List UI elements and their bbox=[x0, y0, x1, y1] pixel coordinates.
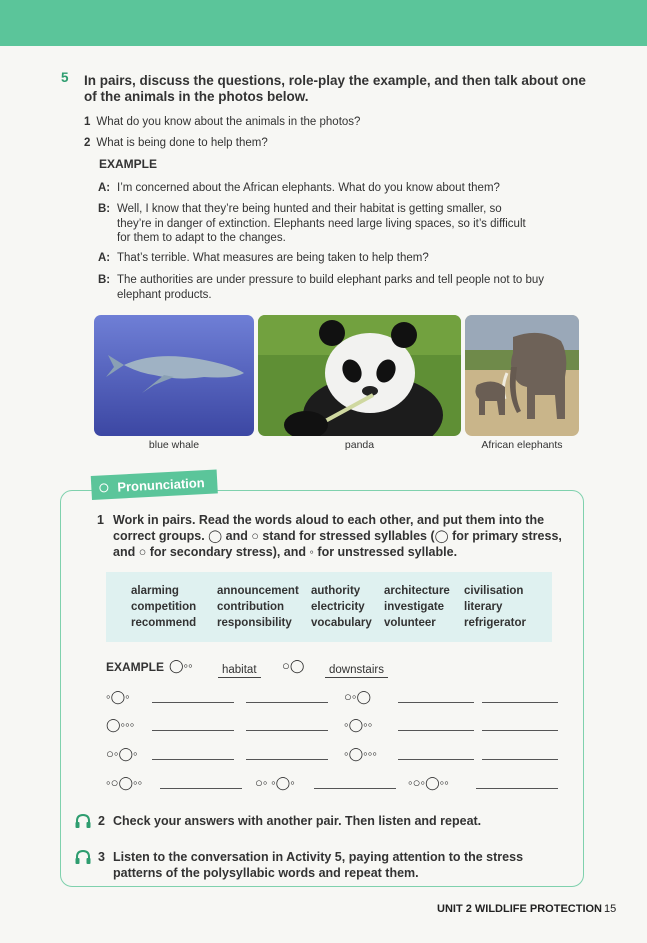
question-title-line-1: In pairs, discuss the questions, role-play the example, and then talk about one bbox=[84, 73, 586, 88]
word: vocabulary bbox=[311, 617, 372, 629]
answer-blank[interactable] bbox=[152, 702, 234, 703]
answer-blank[interactable] bbox=[482, 759, 558, 760]
dialogue-text: That’s terrible. What measures are being taken to help them? bbox=[117, 252, 429, 264]
answer-blank[interactable] bbox=[152, 759, 234, 760]
answer-blank[interactable] bbox=[314, 788, 396, 789]
speaker: A: bbox=[98, 252, 111, 264]
answer-blank[interactable] bbox=[398, 730, 474, 731]
dialogue-line-1 bbox=[98, 181, 598, 196]
dialogue-text: I’m concerned about the African elephants. What do you know about them? bbox=[117, 182, 500, 194]
caption-blue-whale: blue whale bbox=[148, 439, 200, 451]
word: alarming bbox=[131, 585, 179, 597]
item-text: What do you know about the animals in the photos? bbox=[96, 116, 361, 128]
question-item-1 bbox=[84, 116, 360, 128]
word: responsibility bbox=[217, 617, 292, 629]
speaker: B: bbox=[98, 203, 111, 215]
blue-whale-photo bbox=[94, 315, 254, 436]
elephants-photo bbox=[465, 315, 579, 436]
answer-blank[interactable] bbox=[246, 730, 328, 731]
item-text: What is being done to help them? bbox=[96, 137, 268, 149]
answer-blank[interactable] bbox=[160, 788, 242, 789]
word: volunteer bbox=[384, 617, 436, 629]
word: contribution bbox=[217, 601, 285, 613]
stress-pattern: ◦◯◦◦◦ bbox=[344, 746, 377, 761]
activity-1-line-3: and ○ for secondary stress), and ◦ for unstressed syllable. bbox=[113, 545, 458, 559]
word: announcement bbox=[217, 585, 299, 597]
word: architecture bbox=[384, 585, 450, 597]
caption-panda: panda bbox=[344, 439, 375, 451]
example-word-1 bbox=[218, 660, 261, 678]
dialogue-text: elephant products. bbox=[117, 288, 212, 301]
answer-blank[interactable] bbox=[476, 788, 558, 789]
answer-blank[interactable] bbox=[482, 730, 558, 731]
word: investigate bbox=[384, 601, 445, 613]
headphones-icon[interactable] bbox=[75, 850, 91, 864]
activity-2-number: 2 bbox=[98, 814, 105, 828]
activity-3-number: 3 bbox=[98, 850, 105, 864]
activity-2-text: Check your answers with another pair. Then listen and repeat. bbox=[113, 814, 482, 828]
example-label: EXAMPLE bbox=[106, 660, 165, 674]
activity-1-line-2: correct groups. ◯ and ○ stand for stressed syllables (◯ for primary stress, bbox=[113, 529, 562, 543]
dialogue-line-4 bbox=[98, 273, 608, 302]
question-title-line-2: of the animals in the photos below. bbox=[84, 89, 309, 104]
example-word-2 bbox=[325, 660, 388, 678]
answer-blank[interactable] bbox=[246, 702, 328, 703]
item-number: 2 bbox=[84, 137, 91, 149]
item-number: 1 bbox=[84, 116, 91, 128]
word: civilisation bbox=[464, 585, 524, 597]
word: refrigerator bbox=[464, 617, 526, 629]
activity-1-number: 1 bbox=[97, 513, 104, 527]
activity-3-line-2: patterns of the polysyllabic words and repeat them. bbox=[113, 866, 419, 880]
answer-blank[interactable] bbox=[152, 730, 234, 731]
page-number: 15 bbox=[604, 903, 617, 915]
speaker: A: bbox=[98, 182, 111, 194]
unit-title: UNIT 2 WILDLIFE PROTECTION bbox=[437, 903, 602, 915]
question-number: 5 bbox=[61, 70, 69, 85]
bullet-icon bbox=[99, 483, 108, 492]
word: literary bbox=[464, 601, 503, 613]
activity-3-line-1: Listen to the conversation in Activity 5, paying attention to the stress bbox=[113, 850, 524, 864]
stress-pattern: ◦○◦◯◦◦ bbox=[408, 775, 449, 790]
dialogue-text: The authorities are under pressure to build elephant parks and tell people not to buy bbox=[117, 274, 545, 286]
speaker: B: bbox=[98, 274, 111, 286]
answer-blank[interactable] bbox=[246, 759, 328, 760]
dialogue-text: they’re in danger of extinction. Elephants need large living spaces, so it’s difficult bbox=[117, 217, 526, 230]
stress-pattern: ○◦ ◦◯◦ bbox=[255, 775, 295, 790]
example-pattern-2: ○◯ bbox=[282, 658, 305, 673]
word: electricity bbox=[311, 601, 365, 613]
word: recommend bbox=[131, 617, 197, 629]
caption-elephants: African elephants bbox=[481, 439, 563, 451]
example-word: downstairs bbox=[325, 664, 388, 678]
stress-pattern: ◦◯◦ bbox=[106, 689, 130, 704]
stress-pattern: ◯◦◦◦ bbox=[106, 717, 135, 732]
stress-pattern: ○◦◯ bbox=[344, 689, 372, 704]
activity-1-line-1: Work in pairs. Read the words aloud to each other, and put them into the bbox=[113, 513, 545, 527]
headphones-icon[interactable] bbox=[75, 814, 91, 828]
dialogue-text: for them to adapt to the changes. bbox=[117, 232, 286, 244]
dialogue-text: Well, I know that they’re being hunted and their habitat is getting smaller, so bbox=[117, 203, 502, 215]
example-word: habitat bbox=[218, 664, 261, 678]
panda-photo bbox=[258, 315, 461, 436]
stress-pattern: ◦○◯◦◦ bbox=[106, 775, 143, 790]
pronunciation-title: Pronunciation bbox=[116, 474, 205, 495]
word: authority bbox=[311, 585, 361, 597]
dialogue-line-3 bbox=[98, 251, 598, 266]
answer-blank[interactable] bbox=[398, 702, 474, 703]
top-color-band bbox=[0, 0, 647, 46]
stress-pattern: ○◦◯◦ bbox=[106, 746, 138, 761]
answer-blank[interactable] bbox=[398, 759, 474, 760]
dialogue-line-2 bbox=[98, 202, 608, 246]
stress-pattern: ◦◯◦◦ bbox=[344, 717, 373, 732]
example-pattern-1: ◯◦◦ bbox=[169, 658, 193, 673]
answer-blank[interactable] bbox=[482, 702, 558, 703]
word: competition bbox=[131, 601, 197, 613]
question-item-2 bbox=[84, 137, 268, 149]
example-heading: EXAMPLE bbox=[99, 157, 158, 171]
